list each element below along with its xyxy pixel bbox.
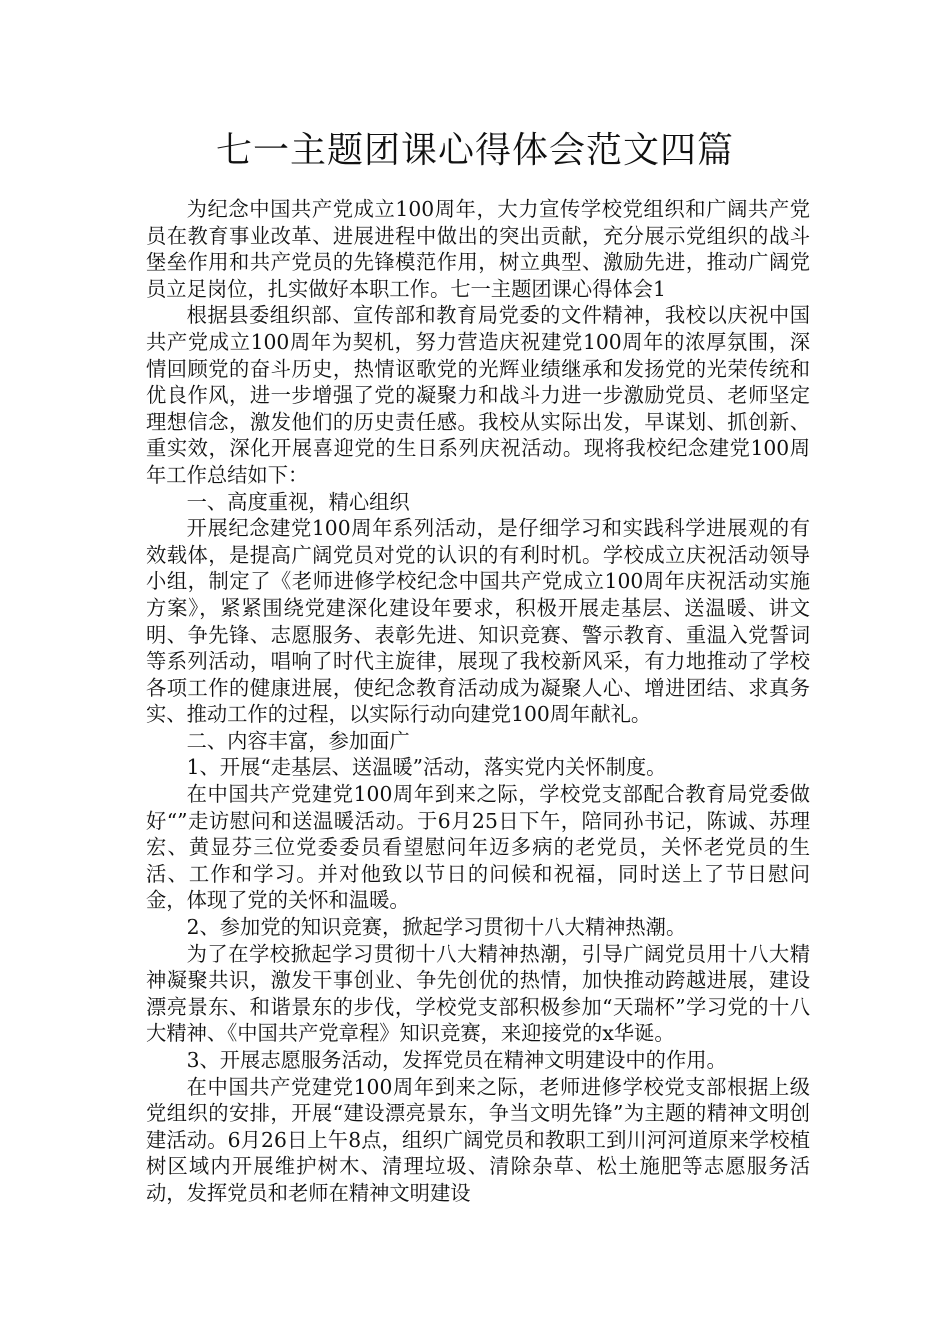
subsection-heading: 1、开展“走基层、送温暖”活动，落实党内关怀制度。 bbox=[186, 755, 667, 780]
paragraph: 根据县委组织部、宣传部和教育局党委的文件精神，我校以庆祝中国共产党成立100周年为契机，努力营造庆祝建党100周年的浓厚氛围，深情回顾党的奋斗历史，热情讴歌党的光辉业绩继承和发扬党的光荣传统和优良作风，进一步增强了党的凝聚力和战斗力进一步激励党员、老师坚定理想信念，激发他们的历史责任感。我校从实际出发，早谋划、抓创新、重实效，深化开展喜迎党的生日系列庆祝活动。现将我校纪念建党100周年工作总结如下： bbox=[146, 303, 810, 487]
paragraph: 在中国共产党建党100周年到来之际，老师进修学校党支部根据上级党组织的安排，开展“建设漂亮景东，争当文明先锋”为主题的精神文明创建活动。6月26日上午8点，组织广阔党员和教职工到川河河道原来学校植树区域内开展维护树木、清理垃圾、清除杂草、松土施肥等志愿服务活动，发挥党员和老师在精神文明建设 bbox=[146, 1074, 810, 1205]
subsection-heading: 2、参加党的知识竞赛，掀起学习贯彻十八大精神热潮。 bbox=[186, 915, 687, 940]
subsection-heading: 3、开展志愿服务活动，发挥党员在精神文明建设中的作用。 bbox=[186, 1048, 727, 1072]
section-heading: 一、高度重视，精心组织 bbox=[186, 489, 410, 514]
paragraph: 为了在学校掀起学习贯彻十八大精神热潮，引导广阔党员用十八大精神凝聚共识，激发干事创业、争先创优的热情，加快推动跨越进展，建设漂亮景东、和谐景东的步伐，学校党支部积极参加“天瑞杯”学习党的十八大精神、《中国共产党章程》知识竞赛，来迎接党的x华诞。 bbox=[146, 941, 810, 1046]
document-title: 七一主题团课心得体会范文四篇 bbox=[215, 130, 734, 171]
paragraph: 为纪念中国共产党成立100周年，大力宣传学校党组织和广阔共产党员在教育事业改革、进展进程中做出的突出贡献，充分展示党组织的战斗堡垒作用和共产党员的先锋模范作用，树立典型、激励先进，推动广阔党员立足岗位，扎实做好本职工作。七一主题团课心得体会1 bbox=[146, 197, 810, 301]
paragraph: 开展纪念建党100周年系列活动，是仔细学习和实践科学进展观的有效载体，是提高广阔党员对党的认识的有利时机。学校成立庆祝活动领导小组，制定了《老师进修学校纪念中国共产党成立100周年庆祝活动实施方案》，紧紧围绕党建深化建设年要求，积极开展走基层、送温暖、讲文明、争先锋、志愿服务、表彰先进、知识竞赛、警示教育、重温入党誓词等系列活动，唱响了时代主旋律，展现了我校新风采，有力地推动了学校各项工作的健康进展，使纪念教育活动成为凝聚人心、增进团结、求真务实、推动工作的过程，以实际行动向建党100周年献礼。 bbox=[146, 516, 810, 727]
section-heading: 二、内容丰富，参加面广 bbox=[186, 728, 410, 753]
paragraph: 在中国共产党建党100周年到来之际，学校党支部配合教育局党委做好“”走访慰问和送温暖活动。于6月25日下午，陪同孙书记，陈诚、苏理宏、黄显芬三位党委委员看望慰问年迈多病的老党员，关怀老党员的生活、工作和学习。并对他致以节日的问候和祝福，同时送上了节日慰问金，体现了党的关怀和温暖。 bbox=[146, 782, 810, 913]
document-body bbox=[146, 196, 810, 1207]
